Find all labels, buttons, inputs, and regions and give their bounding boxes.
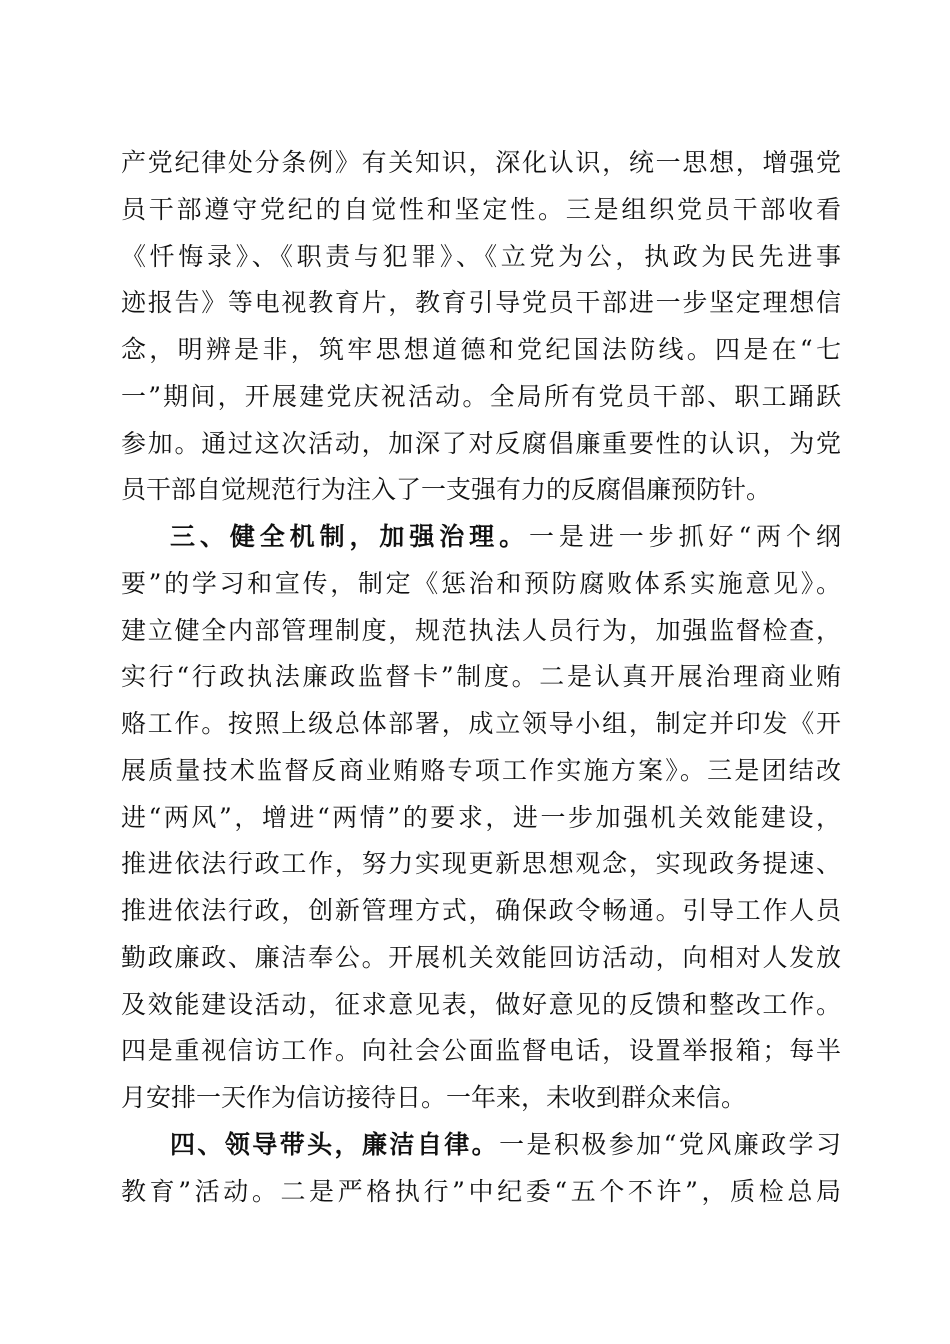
paragraph-1-line: 迹报告》等电视教育片，教育引导党员干部进一步坚定理想信: [121, 288, 841, 317]
paragraph-2-line: 勤政廉政、廉洁奉公。开展机关效能回访活动，向相对人发放: [121, 943, 841, 972]
section-heading: 四、领导带头，廉洁自律。: [170, 1130, 500, 1159]
paragraph-2-line: 展质量技术监督反商业贿赂专项工作实施方案》。三是团结改: [121, 756, 841, 785]
paragraph-2-line: 赂工作。按照上级总体部署，成立领导小组，制定并印发《开: [121, 709, 841, 738]
paragraph-1-line: 《忏悔录》、《职责与犯罪》、《立党为公，执政为民先进事: [121, 242, 841, 271]
paragraph-1-line: 念，明辨是非，筑牢思想道德和党纪国法防线。四是在“七: [121, 335, 841, 364]
paragraph-3-line: 教育”活动。二是严格执行”中纪委“五个不许”，质检总局: [121, 1177, 841, 1206]
paragraph-2-line: 四是重视信访工作。向社会公面监督电话，设置举报箱；每半: [121, 1036, 841, 1065]
paragraph-2-line: 建立健全内部管理制度，规范执法人员行为，加强监督检查，: [121, 616, 841, 645]
paragraph-2-line: 要”的学习和宣传，制定《惩治和预防腐败体系实施意见》。: [121, 569, 841, 598]
paragraph-1-line: 员干部自觉规范行为注入了一支强有力的反腐倡廉预防针。: [121, 475, 772, 504]
paragraph-2-line: 实行“行政执法廉政监督卡”制度。二是认真开展治理商业贿: [121, 662, 841, 691]
paragraph-1-line: 产党纪律处分条例》有关知识，深化认识，统一思想，增强党: [121, 148, 841, 177]
paragraph-3-first-line-text: 一是积极参加“党风廉政学习: [499, 1130, 841, 1159]
paragraph-2-first-line-text: 一是进一步抓好“两个纲: [529, 522, 841, 551]
paragraph-1-line: 员干部遵守党纪的自觉性和坚定性。三是组织党员干部收看: [121, 195, 841, 224]
paragraph-2-line: 推进依法行政，创新管理方式，确保政令畅通。引导工作人员: [121, 896, 841, 925]
paragraph-2-line: 及效能建设活动，征求意见表，做好意见的反馈和整改工作。: [121, 990, 841, 1019]
paragraph-1-line: 参加。通过这次活动，加深了对反腐倡廉重要性的认识，为党: [121, 429, 841, 458]
paragraph-2-line: 推进依法行政工作，努力实现更新思想观念，实现政务提速、: [121, 849, 841, 878]
section-heading: 三、健全机制，加强治理。: [170, 522, 530, 551]
paragraph-1-line: 一”期间，开展建党庆祝活动。全局所有党员干部、职工踊跃: [121, 382, 841, 411]
paragraph-3-first-line: [170, 1128, 841, 1162]
paragraph-2-first-line: [170, 520, 841, 554]
paragraph-2-line: 月安排一天作为信访接待日。一年来，未收到群众来信。: [121, 1083, 747, 1112]
paragraph-2-line: 进“两风”，增进“两情”的要求，进一步加强机关效能建设，: [121, 803, 841, 832]
